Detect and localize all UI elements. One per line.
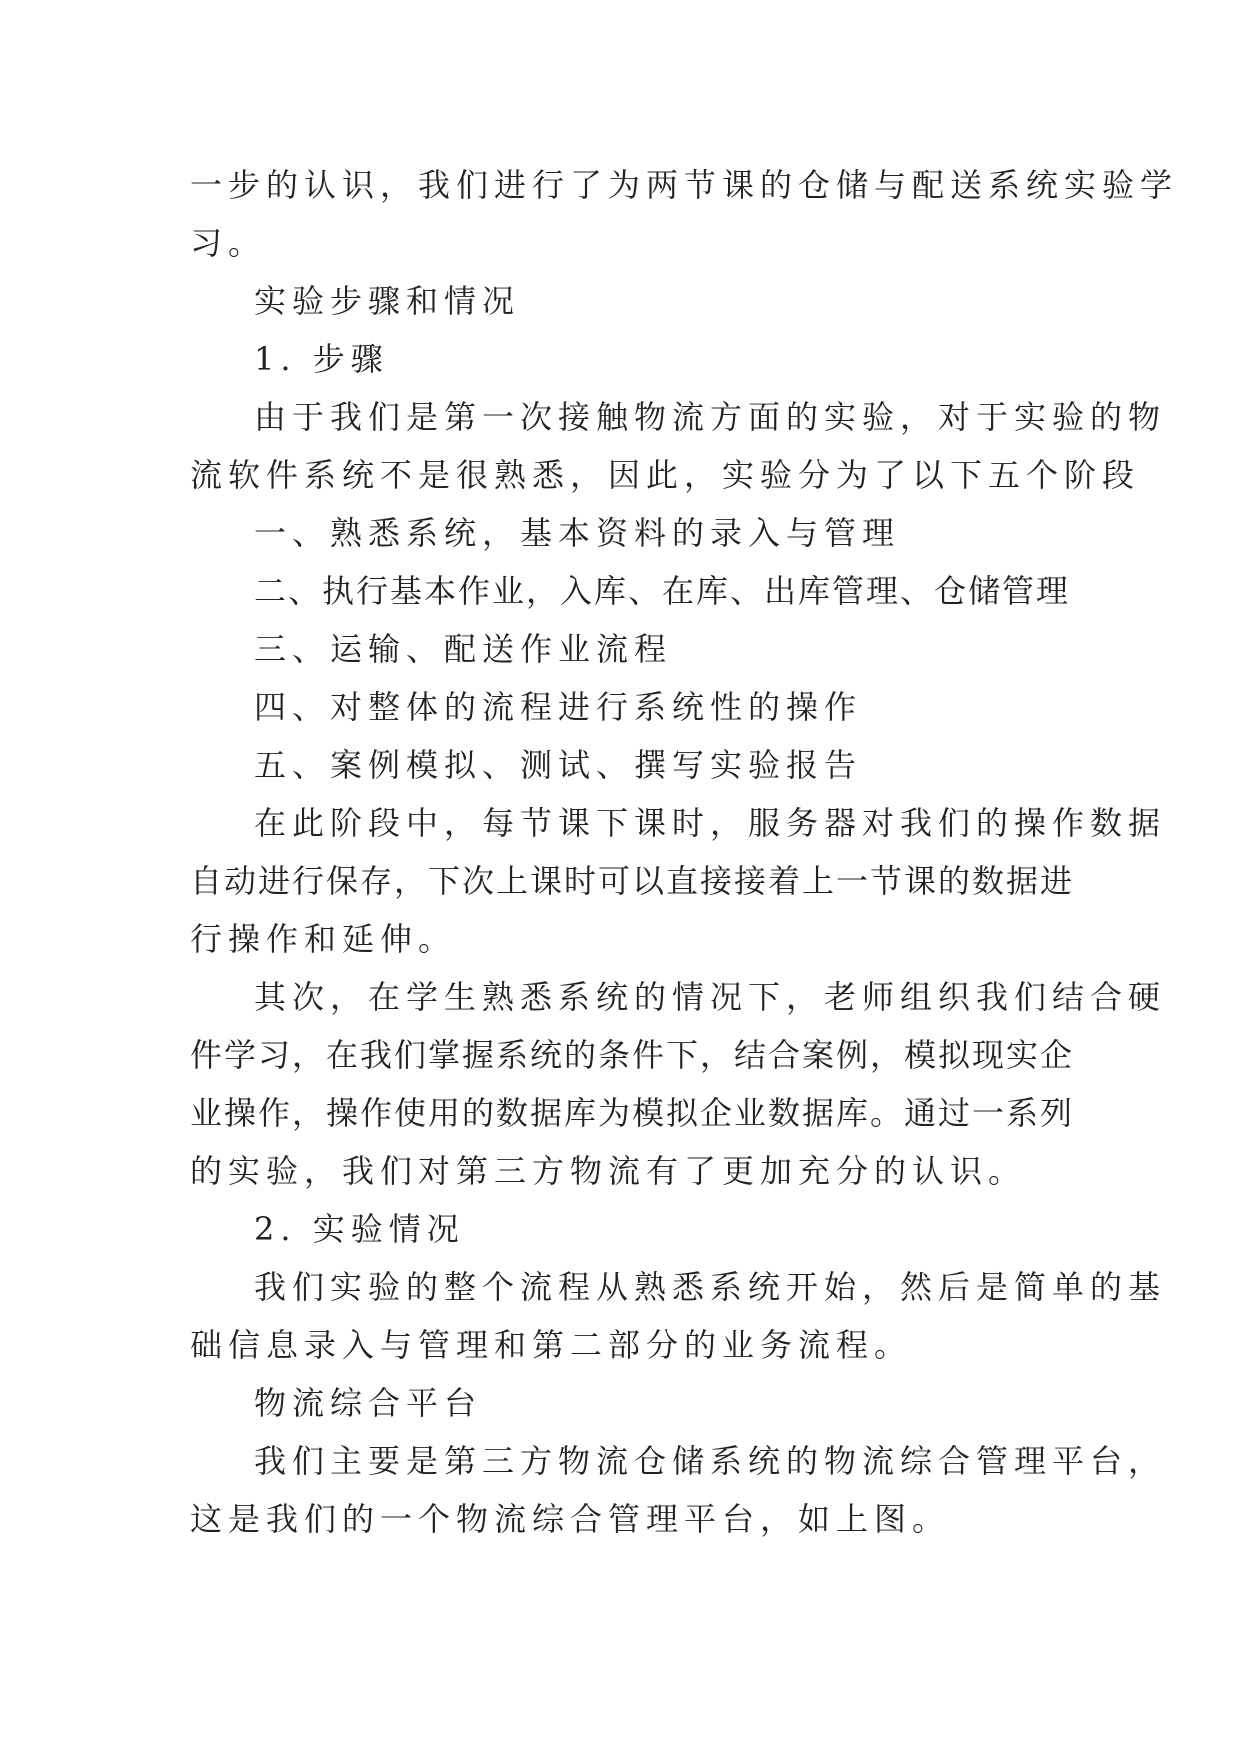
list-item: 一、熟悉系统，基本资料的录入与管理 xyxy=(254,514,901,552)
paragraph-line: 我们实验的整个流程从熟悉系统开始，然后是简单的基 xyxy=(254,1268,1167,1306)
paragraph-line: 一步的认识，我们进行了为两节课的仓储与配送系统实验学 xyxy=(190,166,1179,204)
list-item: 四、对整体的流程进行系统性的操作 xyxy=(254,688,863,726)
section-heading: 实验步骤和情况 xyxy=(254,282,521,320)
paragraph-line: 行操作和延伸。 xyxy=(190,920,457,958)
list-item: 三、运输、配送作业流程 xyxy=(254,630,673,668)
paragraph-line: 习。 xyxy=(190,224,267,262)
subsection-heading: 1. 步骤 xyxy=(254,340,389,378)
paragraph-line: 件学习，在我们掌握系统的条件下，结合案例，模拟现实企 xyxy=(190,1036,1075,1074)
paragraph-line: 我们主要是第三方物流仓储系统的物流综合管理平台， xyxy=(254,1442,1167,1480)
paragraph-line: 流软件系统不是很熟悉，因此，实验分为了以下五个阶段 xyxy=(190,456,1141,494)
paragraph-line: 的实验，我们对第三方物流有了更加充分的认识。 xyxy=(190,1152,1027,1190)
paragraph-line: 业操作，操作使用的数据库为模拟企业数据库。通过一系列 xyxy=(190,1094,1075,1132)
paragraph-line: 础信息录入与管理和第二部分的业务流程。 xyxy=(190,1326,913,1364)
paragraph-line: 自动进行保存，下次上课时可以直接接着上一节课的数据进 xyxy=(190,862,1075,900)
subsection-heading: 2. 实验情况 xyxy=(254,1210,465,1248)
document-body xyxy=(190,156,1179,1548)
paragraph-line: 在此阶段中，每节课下课时，服务器对我们的操作数据 xyxy=(254,804,1167,842)
list-item: 二、执行基本作业，入库、在库、出库管理、仓储管理 xyxy=(254,572,1071,610)
paragraph-line: 由于我们是第一次接触物流方面的实验，对于实验的物 xyxy=(254,398,1167,436)
paragraph-line: 这是我们的一个物流综合管理平台，如上图。 xyxy=(190,1500,951,1538)
section-heading: 物流综合平台 xyxy=(254,1384,483,1422)
paragraph-line: 其次，在学生熟悉系统的情况下，老师组织我们结合硬 xyxy=(254,978,1167,1016)
list-item: 五、案例模拟、测试、撰写实验报告 xyxy=(254,746,863,784)
